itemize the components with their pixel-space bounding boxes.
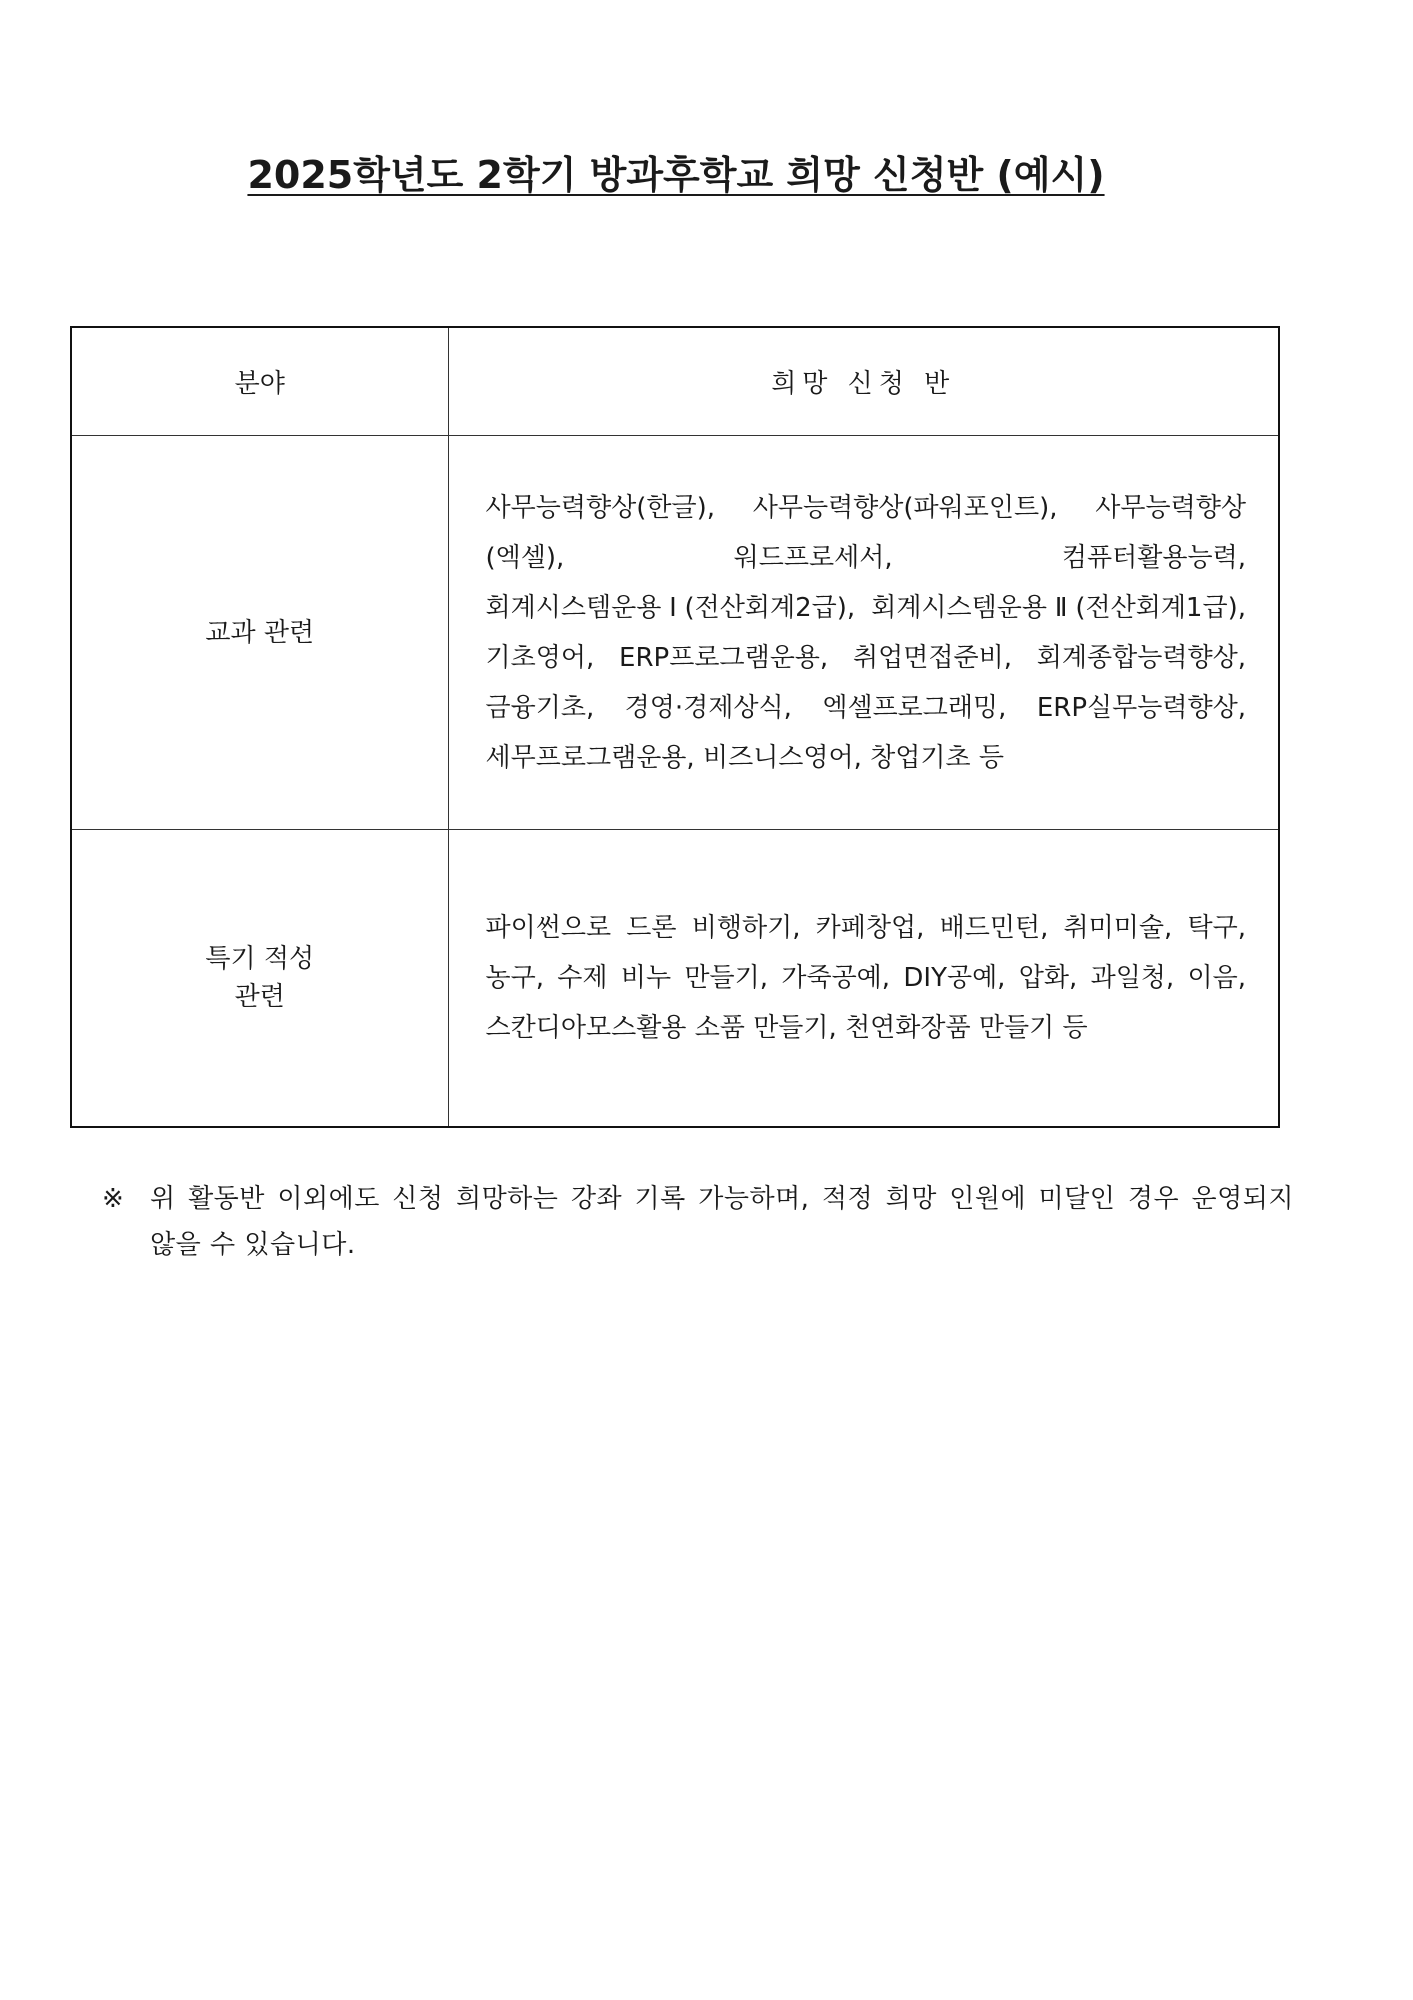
table-container (70, 326, 1280, 1128)
footnote-text: 위 활동반 이외에도 신청 희망하는 강좌 기록 가능하며, 적정 희망 인원에 미달인 경우 운영되지 않을 수 있습니다. (150, 1184, 1294, 1260)
table-header-row (71, 327, 1279, 436)
table-row (71, 830, 1279, 1128)
page-title (0, 144, 1352, 199)
field-cell-talent-line2: 관련 (234, 982, 285, 1012)
field-cell-subject: 교과 관련 (71, 436, 448, 830)
footnote (102, 1176, 1294, 1268)
classes-cell-talent: 파이썬으로 드론 비행하기, 카페창업, 배드민턴, 취미미술, 탁구, 농구, 수제 비누 만들기, 가죽공예, DIY공예, 압화, 과일청, 이음, 스칸디아모스활용 소품 만들기, 천연화장품 만들기 등 (448, 830, 1279, 1128)
page-title-text: 2025학년도 2학기 방과후학교 희망 신청반 (예시) (247, 153, 1105, 197)
table-row (71, 436, 1279, 830)
header-field: 분야 (71, 327, 448, 436)
classes-cell-subject: 사무능력향상(한글), 사무능력향상(파워포인트), 사무능력향상(엑셀), 워드프로세서, 컴퓨터활용능력, 회계시스템운용Ⅰ(전산회계2급), 회계시스템운용Ⅱ(전산회계1급), 기초영어, ERP프로그램운용, 취업면접준비, 회계종합능력향상, 금융기초, 경영·경제상식, 엑셀프로그래밍, ERP실무능력향상, 세무프로그램운용, 비즈니스영어, 창업기초 등 (448, 436, 1279, 830)
field-cell-talent-line1: 특기 적성 (205, 944, 315, 974)
header-classes: 희망 신청 반 (448, 327, 1279, 436)
class-application-table (70, 326, 1280, 1128)
reference-mark-icon: ※ (102, 1184, 124, 1214)
field-cell-talent (71, 830, 448, 1128)
